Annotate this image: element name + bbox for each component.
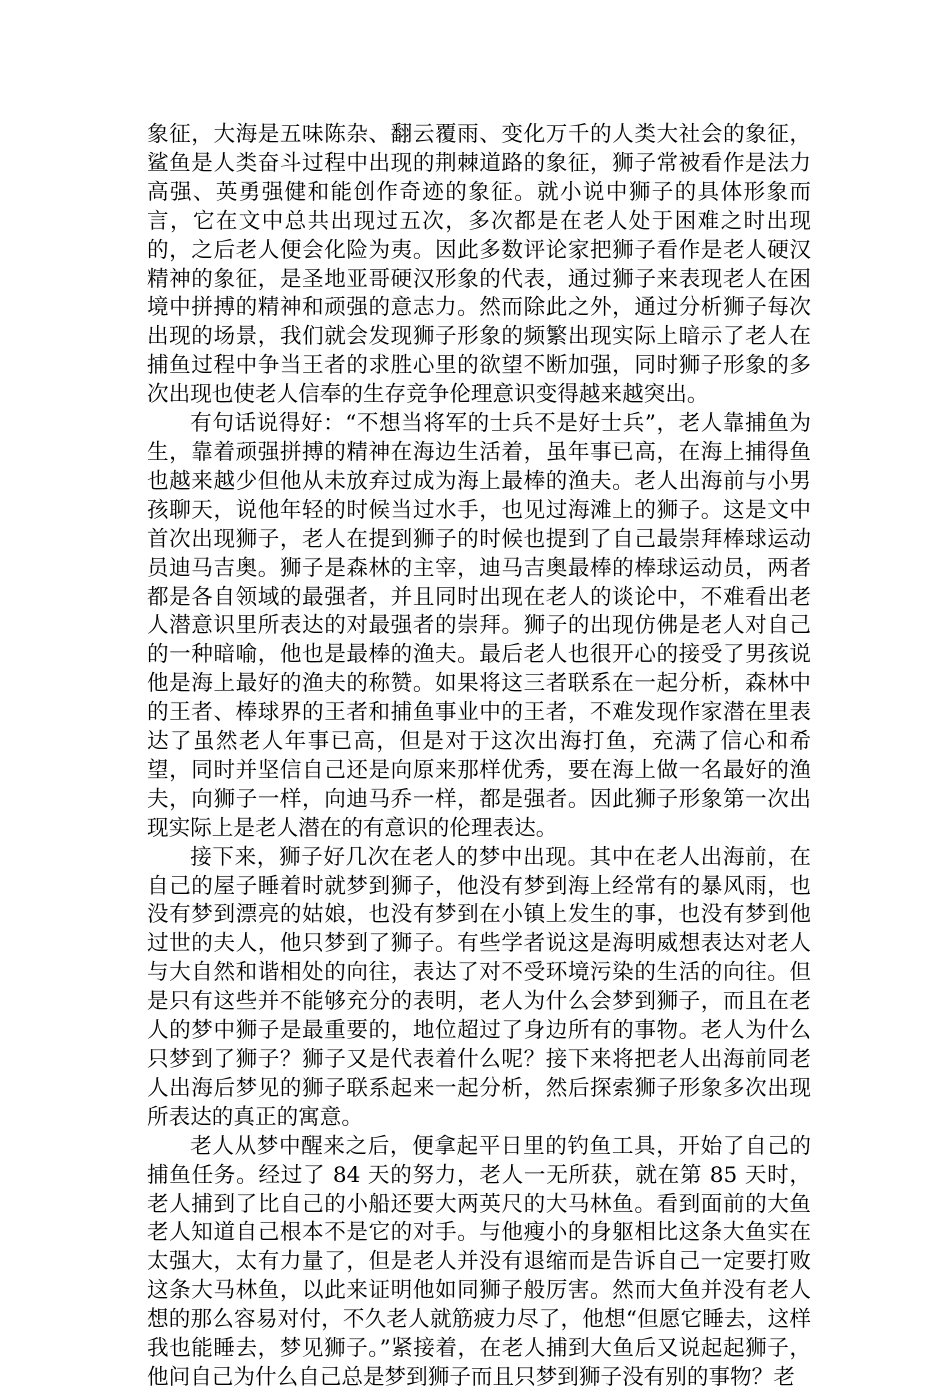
paragraph-2: 有句话说得好：“不想当将军的士兵不是好士兵”，老人靠捕鱼为生，靠着顽强拼搏的精神在海边生活着，虽年事已高，在海上捕得鱼也越来越少但他从未放弃过成为海上最棒的渔夫。老人出海前与小男孩聊天，说他年轻的时候当过水手，也见过海滩上的狮子。这是文中首次出现狮子，老人在提到狮子的时候也提到了自己最崇拜棒球运动员迪马吉奥。狮子是森林的主宰，迪马吉奥最棒的棒球运动员，两者都是各自领域的最强者，并且同时出现在老人的谈论中，不难看出老人潜意识里所表达的对最强者的崇拜。狮子的出现仿佛是老人对自己的一种暗喻，他也是最棒的渔夫。最后老人也很开心的接受了男孩说他是海上最好的渔夫的称赞。如果将这三者联系在一起分析，森林中的王者、棒球界的王者和捕鱼事业中的王者，不难发现作家潜在里表达了虽然老人年事已高，但是对于这次出海打鱼，充满了信心和希望，同时并坚信自己还是向原来那样优秀，要在海上做一名最好的渔夫，向狮子一样，向迪马乔一样，都是强者。因此狮子形象第一次出现实际上是老人潜在的有意识的伦理表达。 [147,411,811,841]
document-body [147,121,811,1393]
paragraph-3: 接下来，狮子好几次在老人的梦中出现。其中在老人出海前，在自己的屋子睡着时就梦到狮子，他没有梦到海上经常有的暴风雨，也没有梦到漂亮的姑娘，也没有梦到在小镇上发生的事，也没有梦到他过世的夫人，他只梦到了狮子。有些学者说这是海明威想表达对老人与大自然和谐相处的向往，表达了对不受环境污染的生活的向往。但是只有这些并不能够充分的表明，老人为什么会梦到狮子，而且在老人的梦中狮子是最重要的，地位超过了身边所有的事物。老人为什么只梦到了狮子？狮子又是代表着什么呢？接下来将把老人出海前同老人出海后梦见的狮子联系起来一起分析，然后探索狮子形象多次出现所表达的真正的寓意。 [147,844,811,1130]
paragraph-1: 象征，大海是五味陈杂、翻云覆雨、变化万千的人类大社会的象征，鲨鱼是人类奋斗过程中出现的荆棘道路的象征，狮子常被看作是法力高强、英勇强健和能创作奇迹的象征。就小说中狮子的具体形象而言，它在文中总共出现过五次，多次都是在老人处于困难之时出现的，之后老人便会化险为夷。因此多数评论家把狮子看作是老人硬汉精神的象征，是圣地亚哥硬汉形象的代表，通过狮子来表现老人在困境中拼搏的精神和顽强的意志力。然而除此之外，通过分析狮子每次出现的场景，我们就会发现狮子形象的频繁出现实际上暗示了老人在捕鱼过程中争当王者的求胜心里的欲望不断加强，同时狮子形象的多次出现也使老人信奉的生存竞争伦理意识变得越来越突出。 [147,122,811,408]
paragraph-4: 老人从梦中醒来之后，便拿起平日里的钓鱼工具，开始了自己的捕鱼任务。经过了 84 天的努力，老人一无所获，就在第 85 天时，老人捕到了比自己的小船还要大两英尺的大马林鱼。看到面前的大鱼老人知道自己根本不是它的对手。与他瘦小的身躯相比这条大鱼实在太强大，太有力量了，但是老人并没有退缩而是告诉自己一定要打败这条大马林鱼，以此来证明他如同狮子般厉害。然而大鱼并没有老人想的那么容易对付，不久老人就筋疲力尽了，他想“但愿它睡去，这样我也能睡去，梦见狮子。”紧接着，在老人捕到大鱼后又说起起狮子，他问自己为什么自己总是梦到狮子而且只梦到狮子没有别的事物？老 [147,1133,811,1390]
